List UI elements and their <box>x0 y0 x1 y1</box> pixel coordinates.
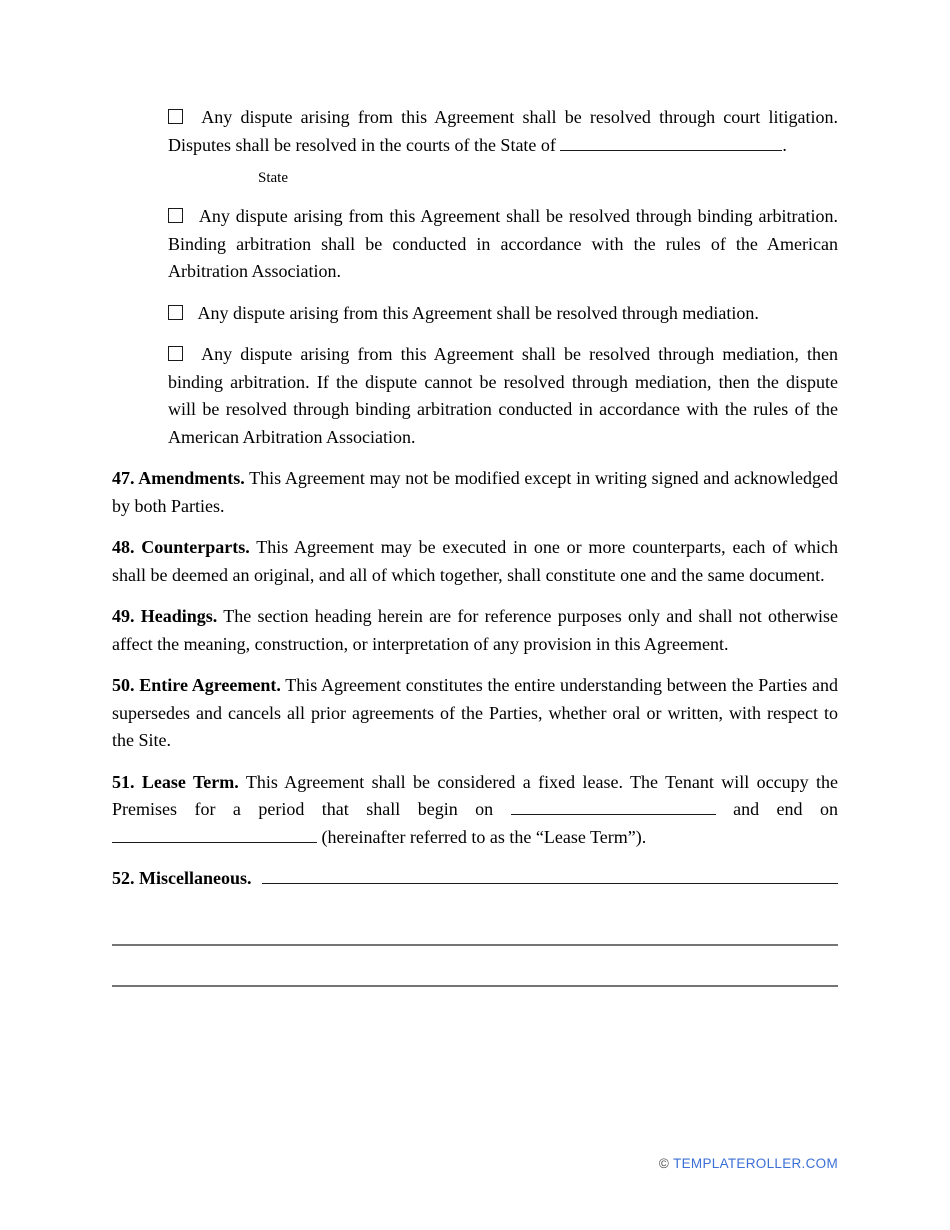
checkbox-court-litigation-icon[interactable] <box>168 109 183 124</box>
state-blank-period: . <box>782 134 787 155</box>
section-49-heading: 49. Headings. <box>112 606 218 626</box>
dispute-option-court-litigation <box>168 104 838 188</box>
section-52-heading: 52. Miscellaneous. <box>112 868 252 888</box>
section-51-body-between: and end on <box>733 799 839 819</box>
section-48-heading: 48. Counterparts. <box>112 537 250 557</box>
option-binding-arbitration-paragraph <box>168 203 838 286</box>
section-47-body: This Agreement may not be modified except in writing signed and acknowledged by both Parties. <box>112 468 838 516</box>
option-mediation-then-arbitration-text: Any dispute arising from this Agreement shall be resolved through mediation, then binding arbitration. If the dispute cannot be resolved through mediation, then the dispute will be resolved through binding arbitration conducted in accordance with the rules of the American Arbitration Association. <box>168 344 838 447</box>
checkbox-binding-arbitration-icon[interactable] <box>168 208 183 223</box>
section-50-entire-agreement <box>112 672 838 755</box>
section-49-headings <box>112 603 838 658</box>
dispute-option-mediation <box>168 300 838 328</box>
section-51-body-after-end: (hereinafter referred to as the “Lease Term”). <box>321 826 647 847</box>
templateroller-link[interactable]: TEMPLATEROLLER.COM <box>673 1156 838 1171</box>
section-48-body: This Agreement may be executed in one or more counterparts, each of which shall be deemed an original, and all of which together, shall constitute one and the same document. <box>112 537 838 585</box>
option-binding-arbitration-text: Any dispute arising from this Agreement shall be resolved through binding arbitration. Binding arbitration shall be conducted in accordance with the rules of the American Arbitration Association. <box>168 206 838 281</box>
section-51-body-before-start: This Agreement shall be considered a fixed lease. The Tenant will occupy the Premises for a period that shall begin on <box>112 771 838 819</box>
section-47-heading: 47. Amendments. <box>112 468 245 488</box>
section-49-body: The section heading herein are for reference purposes only and shall not otherwise affect the meaning, construction, or interpretation of any provision in this Agreement. <box>112 606 838 654</box>
miscellaneous-blank-line-3[interactable] <box>112 985 838 987</box>
section-52-miscellaneous <box>112 865 838 893</box>
section-50-heading: 50. Entire Agreement. <box>112 675 281 695</box>
miscellaneous-blank-line-2[interactable] <box>112 944 838 946</box>
state-blank-label: State <box>258 170 288 186</box>
miscellaneous-blank-line-1[interactable] <box>262 865 839 884</box>
section-50-body: This Agreement constitutes the entire understanding between the Parties and supersedes and cancels all prior agreements of the Parties, whether oral or written, with respect to the Site. <box>112 675 838 750</box>
page-footer <box>659 1150 838 1178</box>
lease-end-date-blank[interactable] <box>112 824 317 843</box>
option-court-litigation-paragraph <box>168 104 838 159</box>
copyright-symbol: © <box>658 1156 670 1171</box>
checkbox-mediation-then-arbitration-icon[interactable] <box>168 346 183 361</box>
lease-start-date-blank[interactable] <box>511 796 716 815</box>
dispute-option-binding-arbitration <box>168 203 838 286</box>
section-47-amendments <box>112 465 838 520</box>
dispute-option-mediation-then-arbitration <box>168 341 838 451</box>
section-51-heading: 51. Lease Term. <box>112 771 239 792</box>
option-mediation-paragraph <box>168 300 838 328</box>
section-51-lease-term <box>112 769 838 852</box>
checkbox-mediation-icon[interactable] <box>168 305 183 320</box>
section-48-counterparts <box>112 534 838 589</box>
state-blank-field[interactable] <box>560 132 782 151</box>
option-court-litigation-text: Any dispute arising from this Agreement shall be resolved through court litigation. Disputes shall be resolved in the courts of the State of <box>168 107 839 155</box>
option-mediation-text: Any dispute arising from this Agreement shall be resolved through mediation. <box>197 302 759 323</box>
option-mediation-then-arbitration-paragraph <box>168 341 838 451</box>
